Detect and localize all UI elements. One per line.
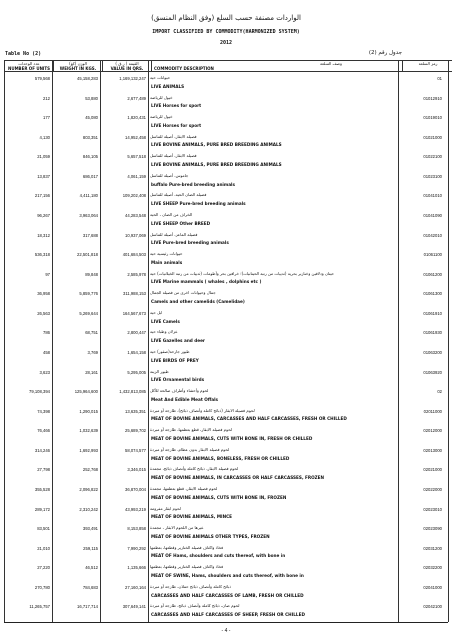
cell-description-en: LIVE Gazelles and deer bbox=[151, 338, 205, 344]
cell-code: 02011000 bbox=[423, 408, 442, 414]
header-value-en: VALUE IN QRS. bbox=[110, 66, 144, 71]
cell-description-en: buffalo Pure-bred breeding animals bbox=[151, 181, 235, 187]
cell-description-en: Camels and other camelids (Camelidae) bbox=[151, 299, 245, 305]
header-cell-code bbox=[403, 61, 452, 72]
cell-value: 4,061,159 bbox=[127, 173, 146, 179]
cell-weight: 3,963,064 bbox=[79, 213, 98, 218]
cell-value: 2,800,447 bbox=[127, 330, 146, 336]
cell-units: 3,623 bbox=[39, 369, 50, 375]
cell-description-ar: الخراف من الضان ، الحية bbox=[150, 212, 193, 217]
cell-units: 21,059 bbox=[37, 154, 50, 160]
cell-weight: 46,512 bbox=[85, 565, 98, 571]
table-row bbox=[4, 446, 448, 466]
cell-value: 43,993,219 bbox=[125, 506, 146, 512]
cell-value: 307,649,141 bbox=[122, 604, 146, 610]
cell-code: 02021000 bbox=[423, 467, 442, 473]
cell-code: 01063200 bbox=[423, 350, 442, 355]
header-cell-value bbox=[103, 61, 152, 72]
cell-description-en: Main animals bbox=[151, 259, 183, 265]
header-value-ar: القيمة ( ر.ق ) bbox=[115, 61, 139, 66]
cell-description-ar: لحوم فصيلة الابقار، قطع بعظمها، طازجة أو مبردة bbox=[150, 427, 233, 433]
table-row bbox=[4, 328, 448, 348]
header-weight-ar: الوزن (كغ) bbox=[69, 61, 87, 66]
cell-description-ar: فصيلة الماعز، أصيلة للتناسل bbox=[150, 231, 198, 237]
cell-description-ar: لحوم فصيلة الابقار (ذبائح كاملة وأنصاف ذبائح)، طازجة أو مبردة bbox=[150, 407, 255, 413]
cell-description-ar: طيور جارحة(صقور) حية bbox=[150, 349, 190, 354]
cell-description-en: Meat And Edible Meat Offals bbox=[151, 396, 218, 402]
cell-description-en: LIVE Horses for sport bbox=[151, 103, 202, 109]
cell-description-ar: حيوانات رئيسية حية bbox=[150, 251, 183, 257]
cell-value: 7,990,292 bbox=[127, 545, 146, 551]
table-row bbox=[4, 94, 448, 114]
table-row bbox=[4, 563, 448, 583]
cell-units: 76,466 bbox=[37, 428, 50, 434]
title-arabic: الواردات مصنفة حسب السلع (وفق النظام المنسق) bbox=[151, 14, 301, 22]
cell-description-en: LIVE Ornamental birds bbox=[151, 377, 205, 383]
cell-units: 270,780 bbox=[34, 584, 50, 590]
cell-weight: 317,688 bbox=[82, 232, 98, 238]
cell-weight: 53,880 bbox=[85, 95, 98, 101]
cell-description-ar: ذبائح كاملة وأنصاف ذبائح حملان، طازجة أو مبردة bbox=[150, 583, 232, 589]
cell-weight: 5,859,776 bbox=[79, 291, 98, 297]
cell-description-ar: طيور الزينة bbox=[150, 368, 169, 374]
table-row bbox=[4, 309, 448, 329]
cell-weight: 28,161 bbox=[85, 369, 98, 375]
cell-description-ar: لحوم فصيلة الابقار بدون عظام، طازجة أو مبردة bbox=[150, 446, 230, 452]
cell-code: 02 bbox=[437, 389, 442, 395]
cell-code: 02012000 bbox=[423, 428, 442, 434]
table-row bbox=[4, 505, 448, 525]
cell-units: 96,267 bbox=[37, 213, 50, 218]
cell-value: 1,169,132,247 bbox=[119, 76, 146, 81]
cell-weight: 784,683 bbox=[82, 584, 98, 590]
cell-code: 01061200 bbox=[423, 271, 442, 277]
cell-weight: 45,158,283 bbox=[77, 76, 98, 81]
cell-value: 1,654,158 bbox=[127, 350, 146, 355]
cell-weight: 846,105 bbox=[82, 154, 98, 160]
cell-units: 18,312 bbox=[37, 232, 50, 238]
cell-description-ar: لحوم فصيلة الابقار، قطع بعظمها، مجمدة bbox=[150, 486, 218, 491]
cell-units: 355,528 bbox=[34, 487, 50, 492]
cell-code: 01061910 bbox=[423, 310, 442, 316]
table-row bbox=[4, 348, 448, 368]
table-row bbox=[4, 407, 448, 427]
cell-description-en: LIVE Horses for sport bbox=[151, 122, 202, 128]
header-code-ar: رمز السلعة bbox=[418, 61, 438, 66]
table-row bbox=[4, 172, 448, 192]
cell-code: 02041000 bbox=[423, 584, 442, 590]
table-row bbox=[4, 544, 448, 564]
cell-weight: 686,017 bbox=[82, 173, 98, 179]
cell-code: 02042100 bbox=[423, 604, 442, 610]
cell-value: 164,567,673 bbox=[122, 310, 146, 316]
table-row bbox=[4, 602, 448, 622]
cell-value: 2,585,978 bbox=[127, 271, 146, 277]
column-divider bbox=[448, 60, 449, 622]
table-bottom-rule bbox=[4, 622, 448, 623]
cell-units: 83,501 bbox=[37, 526, 50, 532]
cell-units: 579,568 bbox=[34, 76, 50, 81]
cell-description-ar: ابل حية bbox=[150, 309, 163, 315]
cell-value: 8,153,858 bbox=[127, 526, 146, 532]
cell-description-ar: خيول للرياضة bbox=[150, 114, 173, 120]
cell-units: 177 bbox=[43, 115, 50, 121]
table-row bbox=[4, 74, 448, 94]
cell-value: 58,074,577 bbox=[125, 447, 146, 453]
cell-description-ar: غزلان وظباء حية bbox=[150, 329, 178, 335]
cell-value: 1,432,813,085 bbox=[119, 389, 146, 395]
cell-description-en: MEAT OF BOVINE ANIMALS, CUTS WITH BONE IN, FROZEN bbox=[151, 494, 287, 500]
cell-weight: 125,964,600 bbox=[74, 389, 98, 395]
cell-description-ar: فصيلة الضان الحية، أصيلة للتناسل bbox=[150, 192, 207, 198]
cell-units: 27,220 bbox=[37, 565, 50, 571]
cell-description-ar: لحوم ضان، ذبائح كاملة وأنصاف ذبائح، طازجة أو مبردة bbox=[150, 603, 240, 609]
cell-weight: 1,032,639 bbox=[79, 428, 98, 434]
cell-description-ar: لحوم وأحشاء وأطراف صالحة للأكل bbox=[150, 388, 209, 394]
cell-weight: 1,692,993 bbox=[79, 447, 98, 453]
cell-units: 97 bbox=[45, 271, 50, 277]
cell-description-en: LIVE SHEEP Pure-bred breeding animals bbox=[151, 201, 246, 207]
cell-value: 14,952,458 bbox=[125, 134, 146, 140]
cell-description-en: LIVE ANIMALS bbox=[151, 83, 185, 89]
cell-code: 01041090 bbox=[423, 213, 442, 218]
cell-description-ar: لحوم فصيلة الابقار، ذبائح كاملة وأنصاف ذبائح، مجمدة bbox=[150, 466, 239, 472]
cell-units: 212 bbox=[43, 95, 50, 101]
cell-description-ar: جمال وحيوانات اخرى من فصيلة الجمال bbox=[150, 290, 216, 296]
cell-code: 01061300 bbox=[423, 291, 442, 297]
cell-description-en: LIVE Pure-bred breeding animals bbox=[151, 240, 229, 246]
cell-weight: 2,096,822 bbox=[79, 487, 98, 492]
cell-units: 4,130 bbox=[39, 134, 50, 140]
page-number: - 4 - bbox=[221, 628, 231, 634]
table-row bbox=[4, 368, 448, 388]
cell-value: 311,988,153 bbox=[123, 291, 146, 297]
cell-units: 11,265,757 bbox=[29, 604, 50, 610]
table-body bbox=[4, 74, 448, 622]
cell-units: 314,246 bbox=[34, 447, 50, 453]
cell-description-ar: غيرها من اللحوم الابقار ، مجمدة bbox=[150, 525, 204, 531]
cell-weight: 45,080 bbox=[85, 115, 98, 121]
cell-value: 1,820,431 bbox=[127, 115, 146, 121]
cell-description-en: MEAT OF Hams, shoulders and cuts thereof, with bone in bbox=[151, 553, 286, 559]
cell-description-en: MEAT OF BOVINE ANIMALS, CARCASSES AND HALF CARCASSES, FRESH OR CHILLED bbox=[151, 416, 347, 422]
cell-weight: 5,269,644 bbox=[79, 310, 98, 316]
cell-description-en: LIVE SHEEP Other BREED bbox=[151, 220, 211, 226]
cell-value: 401,684,503 bbox=[122, 252, 146, 258]
cell-code: 01012910 bbox=[423, 95, 442, 101]
cell-weight: 1,290,015 bbox=[79, 408, 98, 414]
cell-description-en: LIVE Marine mammals ( whales , dolphins etc ) bbox=[151, 279, 262, 285]
table-row bbox=[4, 270, 448, 290]
cell-description-ar: لحوم ابقار مفرومة bbox=[150, 505, 181, 511]
cell-weight: 393,491 bbox=[82, 526, 98, 532]
header-cell-weight bbox=[54, 61, 103, 72]
table-row bbox=[4, 211, 448, 231]
table-row bbox=[4, 583, 448, 603]
cell-units: 36,958 bbox=[37, 291, 50, 297]
cell-description-en: LIVE BOVINE ANIMALS, PURE BRED BREEDING ANIMALS bbox=[151, 162, 282, 168]
cell-description-en: MEAT OF SWINE, Hams, shoulders and cuts thereof, with bone in bbox=[151, 573, 304, 579]
header-desc-ar: وصف السلعة bbox=[319, 61, 342, 66]
table-row bbox=[4, 387, 448, 407]
header-units-ar: عدد الوحدات bbox=[18, 61, 40, 66]
cell-code: 01042010 bbox=[423, 232, 442, 238]
cell-code: 01023100 bbox=[423, 173, 442, 179]
cell-weight: 89,848 bbox=[85, 271, 98, 277]
cell-value: 10,937,069 bbox=[125, 232, 146, 238]
table-row bbox=[4, 524, 448, 544]
header-cell-description bbox=[152, 61, 403, 72]
cell-code: 01019010 bbox=[423, 115, 442, 121]
header-weight-en: WEIGHT IN KGS. bbox=[59, 66, 97, 71]
cell-description-en: MEAT OF BOVINE ANIMALS, IN CARCASSES OR HALF CARCASSES, FROZEN bbox=[151, 475, 325, 481]
cell-description-en: MEAT OF BOVINE ANIMALS, MINCE bbox=[151, 514, 233, 520]
header-cell-units bbox=[5, 61, 54, 72]
cell-value: 1,135,666 bbox=[127, 565, 146, 571]
cell-value: 44,283,548 bbox=[125, 213, 146, 218]
cell-weight: 16,717,714 bbox=[77, 604, 98, 610]
cell-code: 02031200 bbox=[423, 545, 442, 551]
table-header bbox=[4, 60, 452, 72]
cell-units: 21,010 bbox=[37, 545, 50, 551]
cell-value: 27,160,164 bbox=[125, 584, 146, 590]
cell-code: 01 bbox=[437, 76, 442, 81]
cell-description-ar: حيوانات حية bbox=[150, 75, 171, 80]
cell-code: 02022000 bbox=[423, 487, 442, 492]
cell-code: 01061930 bbox=[423, 330, 442, 336]
report-year: 2012 bbox=[219, 40, 233, 46]
cell-description-ar: فخاذ واكتاف فصيلة الخنازير وقطعها، بعظمها bbox=[150, 544, 224, 550]
table-row bbox=[4, 250, 448, 270]
cell-code: 01063920 bbox=[423, 369, 442, 375]
cell-units: 217,156 bbox=[34, 193, 50, 199]
cell-description-en: MEAT OF BOVINE ANIMALS OTHER TYPES, FROZEN bbox=[151, 533, 270, 539]
cell-description-ar: فصيلة الابقار، أصيلة للتناسل bbox=[150, 153, 197, 159]
cell-code: 01041010 bbox=[423, 193, 442, 199]
cell-value: 109,202,408 bbox=[122, 193, 146, 199]
cell-description-ar: جاموس، أصيلة للتناسل bbox=[150, 172, 189, 178]
cell-value: 13,635,351 bbox=[125, 408, 146, 414]
cell-weight: 803,351 bbox=[82, 134, 98, 140]
cell-units: 536,318 bbox=[34, 252, 50, 258]
cell-description-en: CARCASSES AND HALF CARCASSES OF LAMB, FRESH OR CHILLED bbox=[151, 592, 304, 598]
cell-units: 13,837 bbox=[37, 173, 50, 179]
cell-description-en: LIVE BIRDS OF PREY bbox=[151, 357, 199, 363]
cell-value: 5,657,518 bbox=[127, 154, 146, 160]
cell-units: 458 bbox=[43, 350, 50, 355]
table-row bbox=[4, 152, 448, 172]
table-row bbox=[4, 289, 448, 309]
cell-description-ar: حيتان ودلافين وخنازير بحرية (ثدييات من رتبة الحيتانيات)؛ خرافين بحر وأطومات (ثدييات من رتبة الخيلانيات) حية bbox=[150, 270, 334, 276]
cell-description-en: MEAT OF BOVINE ANIMALS, CUTS WITH BONE IN, FRESH OR CHILLED bbox=[151, 436, 313, 442]
cell-code: 01061100 bbox=[423, 252, 442, 258]
table-row bbox=[4, 426, 448, 446]
cell-code: 01021000 bbox=[423, 134, 442, 140]
cell-weight: 2,310,242 bbox=[79, 506, 98, 512]
table-row bbox=[4, 485, 448, 505]
cell-units: 27,798 bbox=[37, 467, 50, 473]
table-number-arabic: جدول رقم (2) bbox=[368, 50, 402, 56]
table-row bbox=[4, 191, 448, 211]
cell-description-en: LIVE Camels bbox=[151, 318, 180, 324]
table-number-english: Table No (2) bbox=[5, 51, 42, 57]
cell-code: 02023010 bbox=[423, 506, 442, 512]
cell-units: 74,398 bbox=[37, 408, 50, 414]
cell-units: 26,563 bbox=[37, 310, 50, 316]
header-units-en: NUMBER OF UNITS bbox=[7, 66, 51, 71]
cell-code: 02032200 bbox=[423, 565, 442, 571]
header-desc-en: COMMODITY DESCRIPTION bbox=[154, 66, 214, 71]
cell-description-en: CARCASSES AND HALF CARCASSES OF SHEEP, FRESH OR CHILLED bbox=[151, 612, 305, 618]
cell-weight: 252,768 bbox=[82, 467, 98, 473]
table-row bbox=[4, 113, 448, 133]
cell-description-ar: فصيلة الابقار، أصيلة للتناسل bbox=[150, 133, 197, 139]
cell-value: 36,870,004 bbox=[125, 487, 146, 492]
cell-weight: 259,115 bbox=[83, 545, 98, 551]
title-english: IMPORT CLASSIFIED BY COMMODITY(HARMONIZED SYSTEM) bbox=[152, 29, 300, 35]
cell-description-ar: فخاذ واكتاف فصيلة الخنازير وقطعها، بعظمها bbox=[150, 564, 224, 570]
cell-description-en: LIVE BOVINE ANIMALS, PURE BRED BREEDING ANIMALS bbox=[151, 142, 282, 148]
cell-description-en: MEAT OF BOVINE ANIMALS, BONELESS, FRESH OR CHILLED bbox=[151, 455, 290, 461]
cell-code: 01022100 bbox=[423, 154, 442, 160]
cell-code: 02023090 bbox=[423, 526, 442, 532]
cell-units: 289,172 bbox=[34, 506, 50, 512]
cell-code: 02013000 bbox=[423, 447, 442, 453]
cell-value: 2,677,489 bbox=[127, 95, 146, 101]
cell-value: 3,346,015 bbox=[127, 467, 146, 473]
table-row bbox=[4, 133, 448, 153]
cell-weight: 4,411,180 bbox=[79, 193, 98, 199]
cell-value: 5,295,005 bbox=[127, 369, 146, 375]
cell-description-ar: خيول للرياضة bbox=[150, 94, 173, 100]
cell-weight: 3,769 bbox=[87, 350, 98, 355]
table-row bbox=[4, 231, 448, 251]
table-row bbox=[4, 465, 448, 485]
cell-weight: 68,751 bbox=[85, 330, 98, 336]
cell-units: 786 bbox=[43, 330, 50, 336]
cell-weight: 22,501,818 bbox=[77, 252, 98, 258]
cell-units: 79,108,394 bbox=[29, 389, 50, 395]
cell-value: 25,689,702 bbox=[125, 428, 146, 434]
